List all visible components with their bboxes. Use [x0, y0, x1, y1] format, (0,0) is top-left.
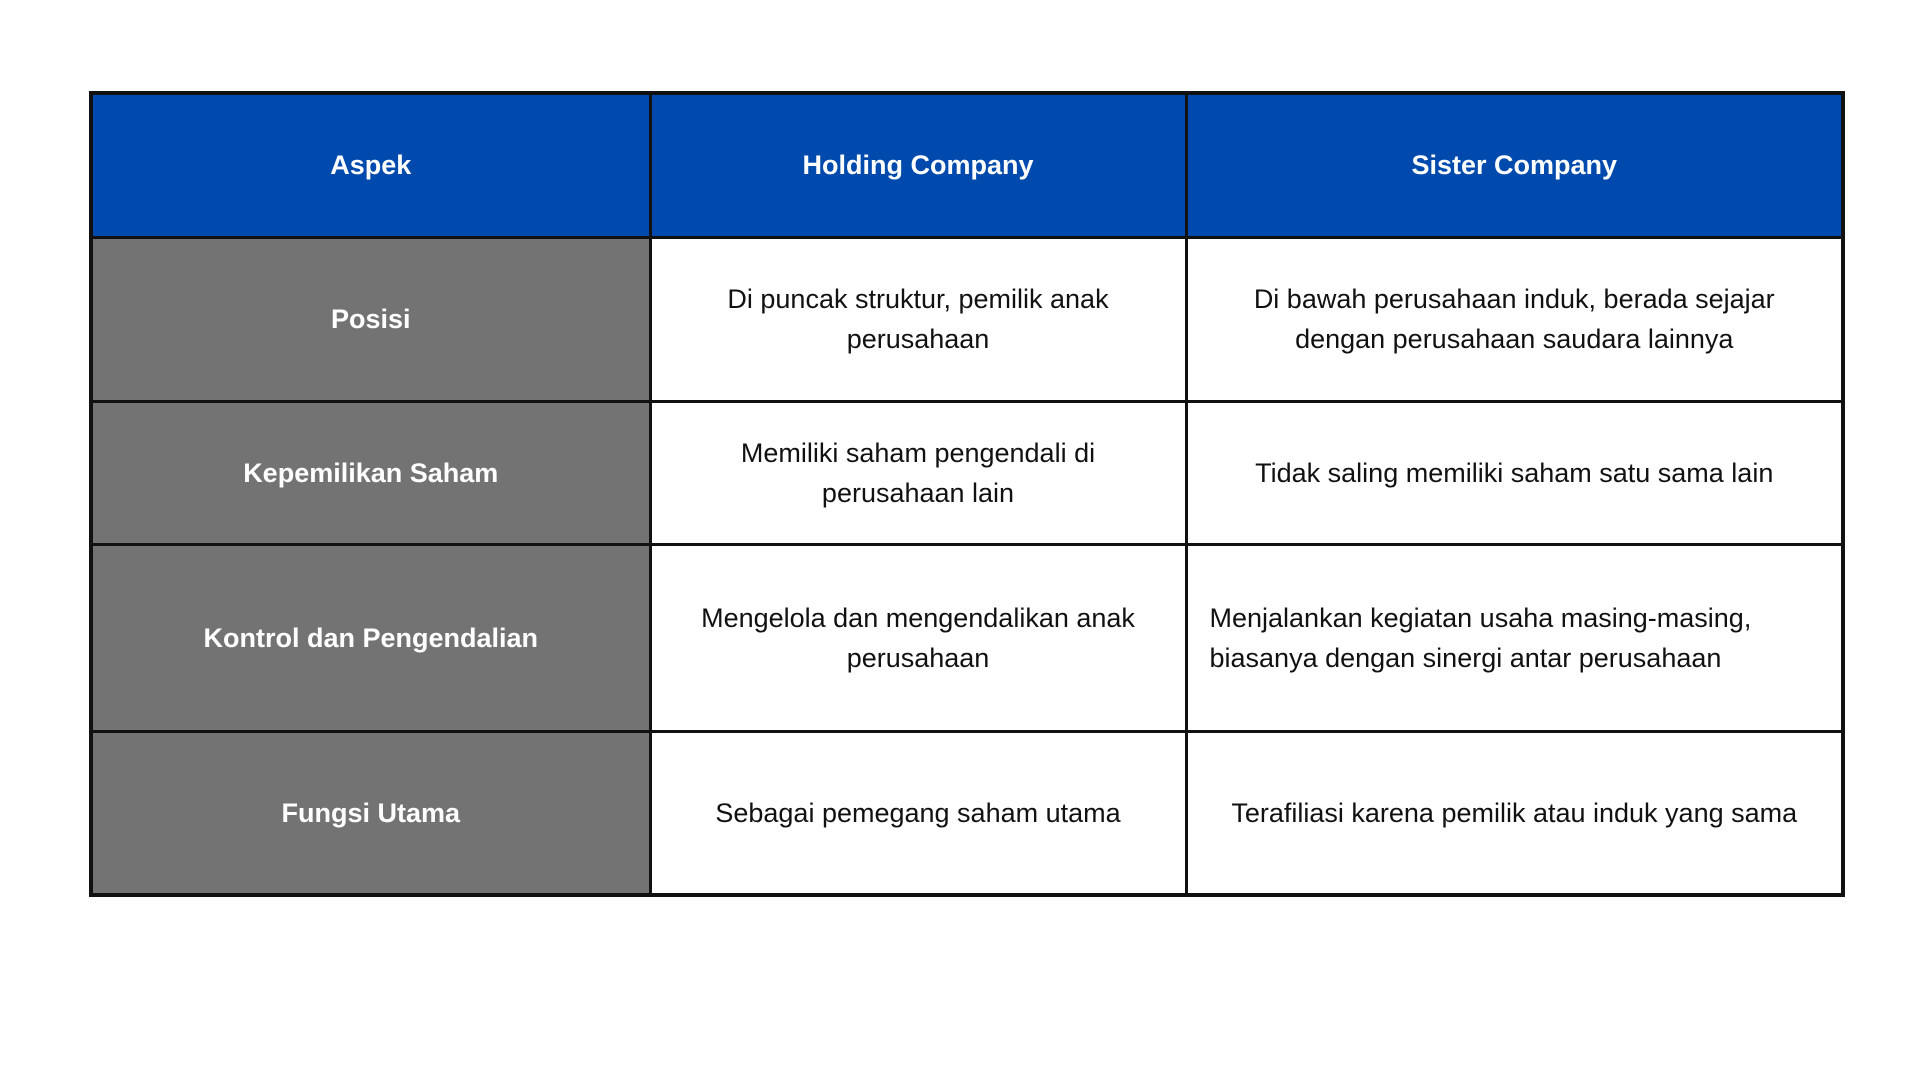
- table-row: [91, 237, 1843, 401]
- header-sister-company: Sister Company: [1186, 93, 1843, 237]
- aspect-cell-kepemilikan-saham: Kepemilikan Saham: [91, 401, 650, 544]
- table-row: [91, 544, 1843, 731]
- sister-cell-kepemilikan-saham: Tidak saling memiliki saham satu sama lain: [1186, 401, 1843, 544]
- holding-cell-kontrol: Mengelola dan mengendalikan anak perusahaan: [650, 544, 1186, 731]
- table-row: [91, 731, 1843, 895]
- aspect-cell-posisi: Posisi: [91, 237, 650, 401]
- sister-cell-kontrol: Menjalankan kegiatan usaha masing-masing, biasanya dengan sinergi antar perusahaan: [1186, 544, 1843, 731]
- table-header-row: [91, 93, 1843, 237]
- aspect-cell-kontrol: Kontrol dan Pengendalian: [91, 544, 650, 731]
- header-holding-company: Holding Company: [650, 93, 1186, 237]
- comparison-table-container: [89, 91, 1841, 897]
- comparison-table: [89, 91, 1845, 897]
- holding-cell-posisi: Di puncak struktur, pemilik anak perusahaan: [650, 237, 1186, 401]
- sister-cell-posisi: Di bawah perusahaan induk, berada sejajar dengan perusahaan saudara lainnya: [1186, 237, 1843, 401]
- holding-cell-kepemilikan-saham: Memiliki saham pengendali di perusahaan lain: [650, 401, 1186, 544]
- header-aspect: Aspek: [91, 93, 650, 237]
- aspect-cell-fungsi-utama: Fungsi Utama: [91, 731, 650, 895]
- holding-cell-fungsi-utama: Sebagai pemegang saham utama: [650, 731, 1186, 895]
- table-row: [91, 401, 1843, 544]
- sister-cell-fungsi-utama: Terafiliasi karena pemilik atau induk yang sama: [1186, 731, 1843, 895]
